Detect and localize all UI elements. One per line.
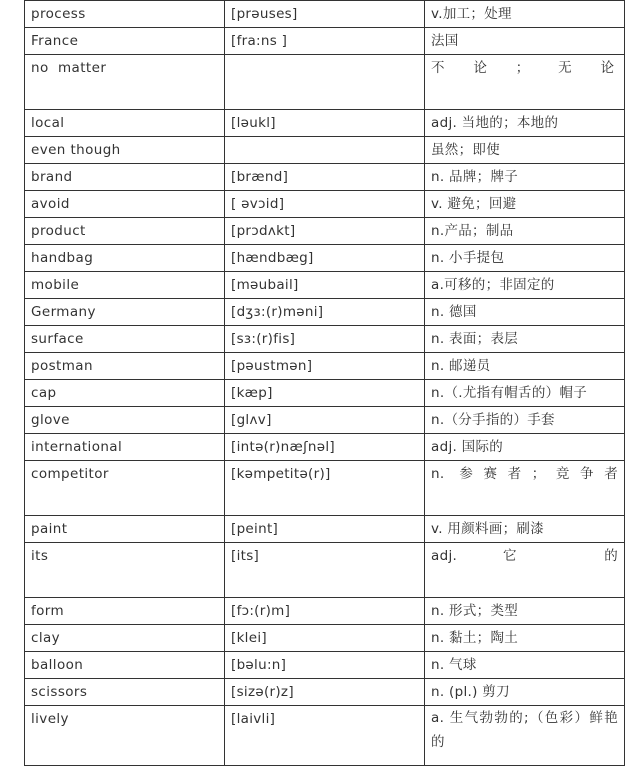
phonetic-cell [225,137,425,164]
word-cell: balloon [25,652,225,679]
phonetic-cell: [ əvɔid] [225,191,425,218]
meaning-cell: n. 形式；类型 [425,598,625,625]
meaning-cell: n. 邮递员 [425,353,625,380]
phonetic-cell: [prəuses] [225,1,425,28]
meaning-cell: n.产品；制品 [425,218,625,245]
word-cell: avoid [25,191,225,218]
table-row [25,434,625,461]
word-cell: scissors [25,679,225,706]
phonetic-cell: [klei] [225,625,425,652]
vocabulary-table [24,0,625,766]
phonetic-cell: [pəustmən] [225,353,425,380]
phonetic-cell: [məubail] [225,272,425,299]
phonetic-cell: [intə(r)næʃnəl] [225,434,425,461]
word-cell: local [25,110,225,137]
phonetic-cell: [kəmpetitə(r)] [225,461,425,516]
table-row [25,218,625,245]
table-row [25,625,625,652]
meaning-cell: v.加工；处理 [425,1,625,28]
meaning-cell: adj. 它 的 [425,543,625,598]
table-row [25,598,625,625]
table-row [25,28,625,55]
word-cell: competitor [25,461,225,516]
meaning-cell: n. 德国 [425,299,625,326]
meaning-cell: adj. 国际的 [425,434,625,461]
word-cell: international [25,434,225,461]
meaning-cell: n.（分手指的）手套 [425,407,625,434]
table-row [25,407,625,434]
word-cell: form [25,598,225,625]
phonetic-cell: [fɔ:(r)m] [225,598,425,625]
phonetic-cell [225,55,425,110]
meaning-cell: 法国 [425,28,625,55]
word-cell: surface [25,326,225,353]
phonetic-cell: [fra:ns ] [225,28,425,55]
table-row [25,55,625,110]
phonetic-cell: [sizə(r)z] [225,679,425,706]
meaning-cell: v. 用颜料画；刷漆 [425,516,625,543]
meaning-cell: 不论；无论 [425,55,625,110]
word-cell: handbag [25,245,225,272]
table-row [25,353,625,380]
meaning-cell: 虽然；即使 [425,137,625,164]
table-row [25,299,625,326]
phonetic-cell: [sɜ:(r)fis] [225,326,425,353]
table-row [25,679,625,706]
phonetic-cell: [dʒɜ:(r)məni] [225,299,425,326]
table-row [25,652,625,679]
table-row [25,272,625,299]
meaning-cell: v. 避免；回避 [425,191,625,218]
word-cell: even though [25,137,225,164]
word-cell: product [25,218,225,245]
word-cell: process [25,1,225,28]
meaning-cell: a. 生气勃勃的;（色彩）鲜艳的 [425,706,625,766]
phonetic-cell: [ləukl] [225,110,425,137]
word-cell: paint [25,516,225,543]
phonetic-cell: [prɔdʌkt] [225,218,425,245]
table-row [25,164,625,191]
word-cell: Germany [25,299,225,326]
phonetic-cell: [hændbæg] [225,245,425,272]
meaning-cell: n. 品牌；牌子 [425,164,625,191]
phonetic-cell: [kæp] [225,380,425,407]
table-row [25,516,625,543]
word-cell: glove [25,407,225,434]
table-row [25,380,625,407]
meaning-cell: n. (pl.) 剪刀 [425,679,625,706]
table-row [25,326,625,353]
table-row [25,110,625,137]
word-cell: cap [25,380,225,407]
phonetic-cell: [its] [225,543,425,598]
table-row [25,706,625,766]
phonetic-cell: [laivli] [225,706,425,766]
word-cell: brand [25,164,225,191]
table-row [25,137,625,164]
meaning-cell: n. 参赛者；竞争者 [425,461,625,516]
table-row [25,191,625,218]
meaning-cell: n. 表面；表层 [425,326,625,353]
phonetic-cell: [glʌv] [225,407,425,434]
meaning-cell: n. 气球 [425,652,625,679]
meaning-cell: adj. 当地的；本地的 [425,110,625,137]
word-cell: no matter [25,55,225,110]
word-cell: France [25,28,225,55]
meaning-cell: n.（.尤指有帽舌的）帽子 [425,380,625,407]
phonetic-cell: [peint] [225,516,425,543]
word-cell: mobile [25,272,225,299]
phonetic-cell: [brænd] [225,164,425,191]
meaning-cell: n. 黏土；陶土 [425,625,625,652]
table-row [25,543,625,598]
meaning-cell: a.可移的；非固定的 [425,272,625,299]
table-row [25,461,625,516]
word-cell: lively [25,706,225,766]
word-cell: clay [25,625,225,652]
word-cell: postman [25,353,225,380]
meaning-cell: n. 小手提包 [425,245,625,272]
table-row [25,1,625,28]
word-cell: its [25,543,225,598]
table-row [25,245,625,272]
phonetic-cell: [bəlu:n] [225,652,425,679]
